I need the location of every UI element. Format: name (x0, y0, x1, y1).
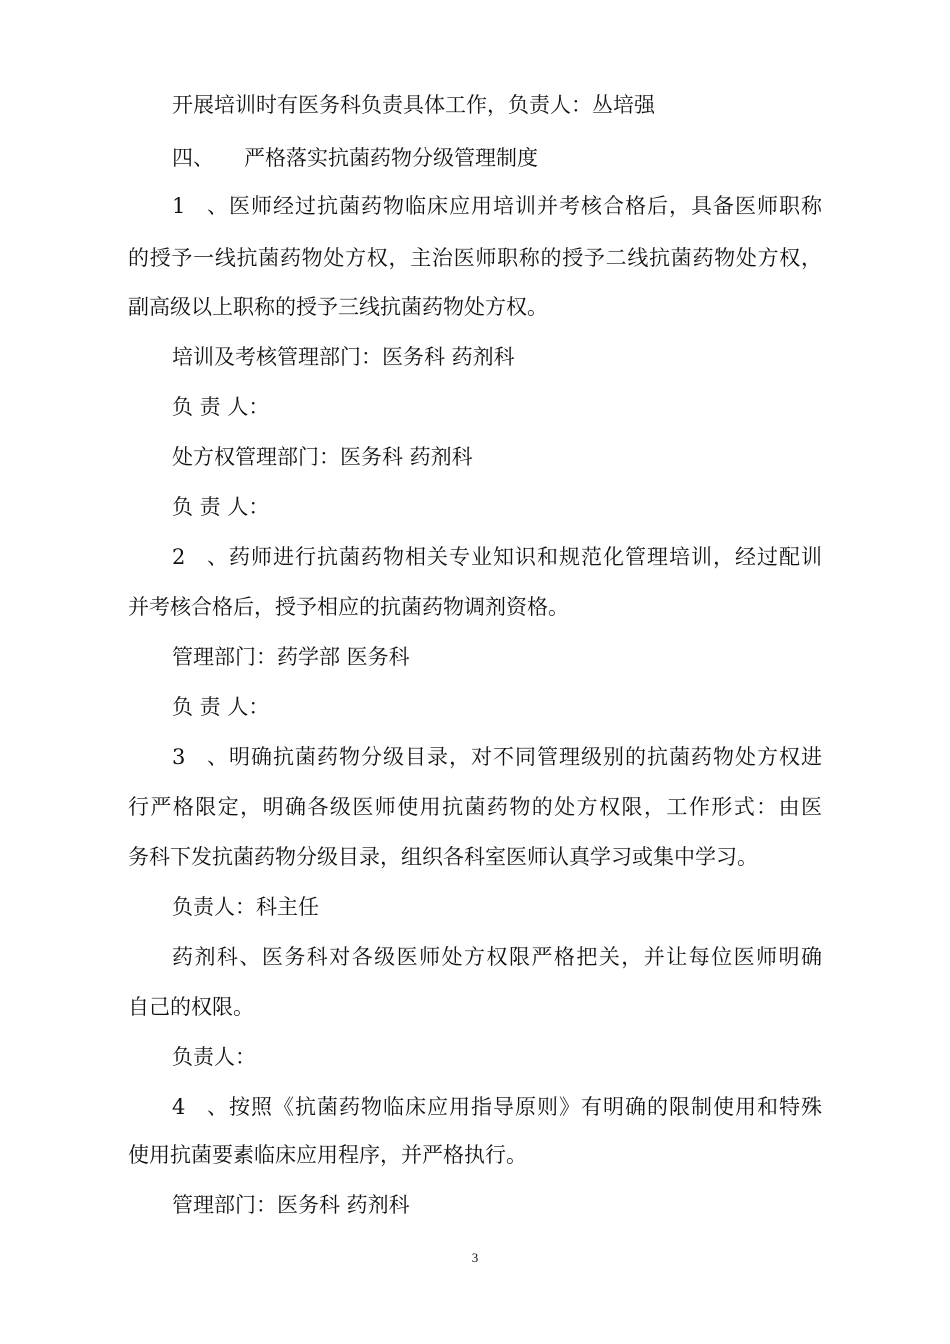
section-number: 四、 (172, 146, 214, 170)
paragraph-line: 行严格限定，明确各级医师使用抗菌药物的处方权限，工作形式：由医 (128, 795, 822, 819)
department-line: 管理部门：药学部 医务科 (172, 645, 410, 669)
list-text: 药师进行抗菌药物相关专业知识和规范化管理培训，经过配训 (228, 545, 822, 569)
paragraph-line: 的授予一线抗菌药物处方权，主治医师职称的授予二线抗菌药物处方权， (128, 246, 822, 270)
responsible-person-line: 负 责 人： (172, 495, 270, 519)
department-line: 处方权管理部门：医务科 药剂科 (172, 445, 473, 469)
list-number: 3、 (172, 745, 228, 769)
paragraph-line: 开展培训时有医务科负责具体工作，负责人：丛培强 (172, 93, 655, 117)
list-number: 4、 (172, 1095, 228, 1119)
responsible-person-line: 负责人： (172, 1045, 256, 1069)
section-heading (172, 145, 538, 171)
list-text: 按照《抗菌药物临床应用指导原则》有明确的限制使用和特殊 (228, 1095, 822, 1119)
list-text: 明确抗菌药物分级目录，对不同管理级别的抗菌药物处方权进 (228, 745, 822, 769)
paragraph-line: 副高级以上职称的授予三线抗菌药物处方权。 (128, 295, 548, 319)
list-item-line (172, 193, 822, 219)
paragraph-line: 并考核合格后，授予相应的抗菌药物调剂资格。 (128, 595, 569, 619)
list-item-line (172, 744, 822, 770)
list-number: 2、 (172, 545, 228, 569)
responsible-person-line: 负 责 人： (172, 695, 270, 719)
paragraph-line: 务科下发抗菌药物分级目录，组织各科室医师认真学习或集中学习。 (128, 845, 758, 869)
list-text: 医师经过抗菌药物临床应用培训并考核合格后，具备医师职称 (228, 194, 822, 218)
list-item-line (172, 544, 822, 570)
list-item-line (172, 1094, 822, 1120)
paragraph-line: 使用抗菌要素临床应用程序，并严格执行。 (128, 1143, 527, 1167)
responsible-person-line: 负责人：科主任 (172, 895, 319, 919)
page-number: 3 (471, 1250, 479, 1265)
section-title: 严格落实抗菌药物分级管理制度 (244, 146, 538, 170)
department-line: 培训及考核管理部门：医务科 药剂科 (172, 345, 515, 369)
department-line: 管理部门：医务科 药剂科 (172, 1193, 410, 1217)
paragraph-line: 药剂科、医务科对各级医师处方权限严格把关，并让每位医师明确 (172, 945, 822, 969)
list-number: 1、 (172, 194, 228, 218)
paragraph-line: 自己的权限。 (128, 995, 254, 1019)
responsible-person-line: 负 责 人： (172, 395, 270, 419)
